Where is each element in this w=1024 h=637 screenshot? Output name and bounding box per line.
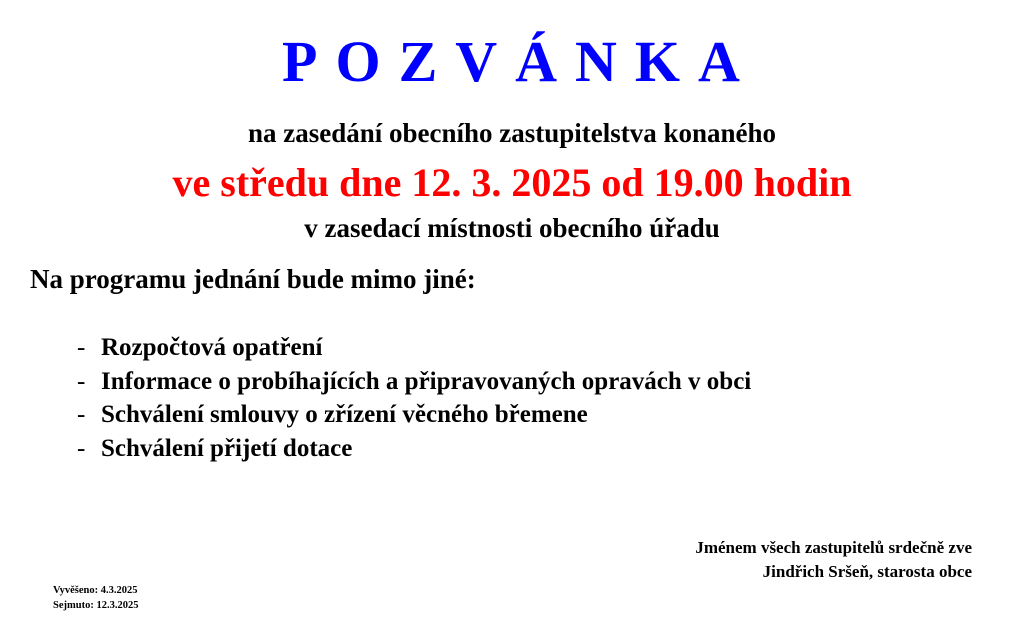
- agenda-item-label: Informace o probíhajících a připravovaných opravách v obci: [101, 367, 752, 395]
- meeting-subtitle: na zasedání obecního zastupitelstva konaného: [247, 118, 777, 148]
- program-heading: Na programu jednání bude mimo jiné:: [30, 264, 476, 294]
- agenda-item: [77, 365, 751, 399]
- agenda-list: [77, 331, 751, 465]
- agenda-bullet: -: [77, 367, 86, 395]
- removed-date: Sejmuto: 12.3.2025: [53, 600, 139, 611]
- agenda-item-label: Schválení přijetí dotace: [101, 434, 353, 462]
- agenda-bullet: -: [77, 401, 86, 428]
- meeting-date-time: ve středu dne 12. 3. 2025 od 19.00 hodin: [172, 160, 852, 205]
- agenda-bullet: -: [77, 334, 86, 361]
- agenda-item: [77, 398, 751, 432]
- agenda-item: [77, 331, 751, 365]
- agenda-item-label: Schválení smlouvy o zřízení věcného břemene: [101, 401, 588, 428]
- signature-invite-line: Jménem všech zastupitelů srdečně zve: [695, 538, 972, 557]
- agenda-item: [77, 432, 751, 466]
- agenda-bullet: -: [77, 434, 86, 462]
- posted-date: Vyvěšeno: 4.3.2025: [53, 585, 138, 596]
- meeting-venue: v zasedací místnosti obecního úřadu: [304, 213, 720, 243]
- agenda-item-label: Rozpočtová opatření: [101, 334, 323, 361]
- page-title: POZVÁNKA: [282, 29, 758, 94]
- signature-name-line: Jindřich Sršeň, starosta obce: [762, 562, 972, 581]
